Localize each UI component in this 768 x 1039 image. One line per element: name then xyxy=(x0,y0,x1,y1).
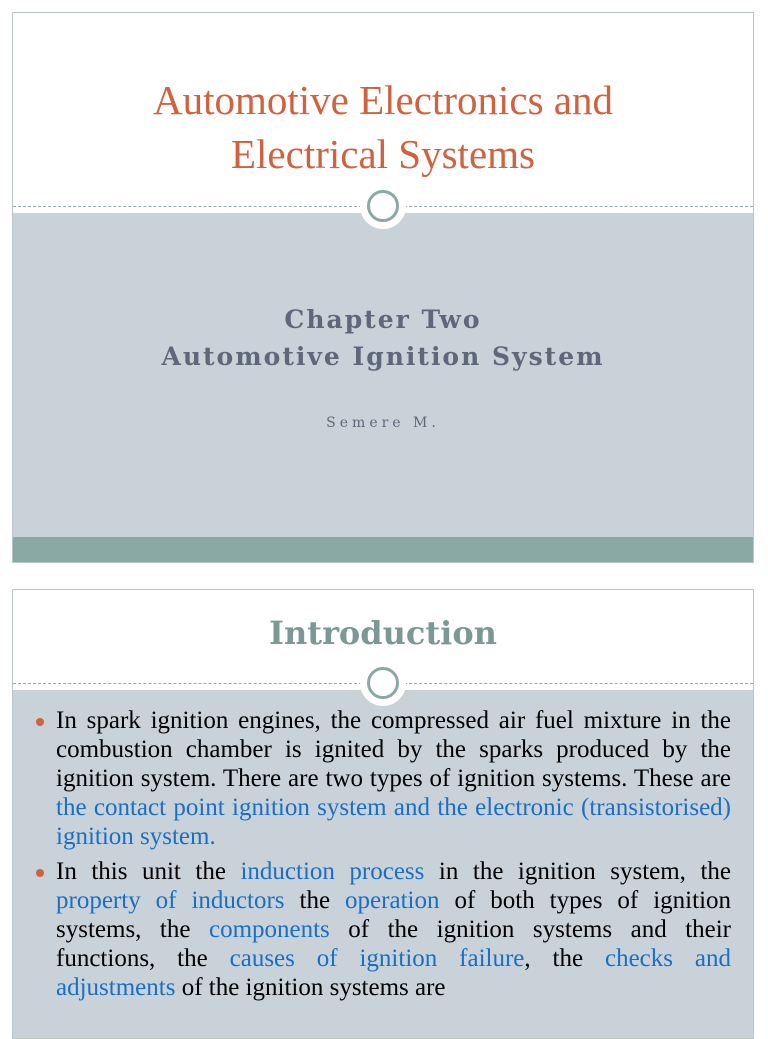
title-area xyxy=(13,13,753,206)
highlight-text: operation xyxy=(345,887,440,914)
title-slide xyxy=(12,12,754,563)
bullet-list xyxy=(35,706,731,1008)
content-panel xyxy=(13,690,753,1038)
bullet-item xyxy=(35,857,731,1002)
circle-ornament-icon xyxy=(360,660,406,706)
bullet-dot-icon xyxy=(36,718,44,726)
bullet-text: of both types of ignition systems, the xyxy=(56,887,732,943)
highlight-text: causes of ignition failure xyxy=(229,945,525,972)
title-line-2: Electrical Systems xyxy=(231,131,535,177)
chapter-title: Automotive Ignition System xyxy=(161,342,605,371)
bullet-text: of the ignition systems are xyxy=(175,974,446,1001)
footer-band xyxy=(13,537,753,563)
bullet-text: , the xyxy=(524,945,605,972)
bullet-text: the xyxy=(284,887,346,914)
circle-ornament-icon xyxy=(360,183,406,229)
slide-title: Introduction xyxy=(269,614,497,652)
title-line-1: Automotive Electronics and xyxy=(153,77,613,123)
subtitle-panel xyxy=(13,213,753,537)
bullet-text: In this unit the xyxy=(56,858,241,885)
bullet-text: In spark ignition engines, the compressed air fuel mixture in the combustion chamber is ignited by the sparks produced by the ignition system. There are two types of ignition systems. These are xyxy=(56,707,731,792)
presentation-title xyxy=(13,73,753,181)
highlight-text: induction process xyxy=(240,858,425,885)
bullet-dot-icon xyxy=(36,869,44,877)
author-name: Semere M. xyxy=(326,415,440,431)
highlight-text: the contact point ignition system and the electronic (transistorised) ignition system. xyxy=(56,794,731,850)
bullet-item xyxy=(35,706,731,851)
highlight-text: property of inductors xyxy=(56,887,285,914)
chapter-number: Chapter Two xyxy=(284,305,482,334)
introduction-slide xyxy=(12,589,754,1039)
bullet-text: in the ignition system, the xyxy=(424,858,731,885)
bullet-text: of the ignition systems and their functions, the xyxy=(56,916,732,972)
highlight-text: components xyxy=(208,916,330,943)
chapter-heading xyxy=(13,301,753,375)
highlight-text: checks and adjustments xyxy=(56,945,731,1001)
